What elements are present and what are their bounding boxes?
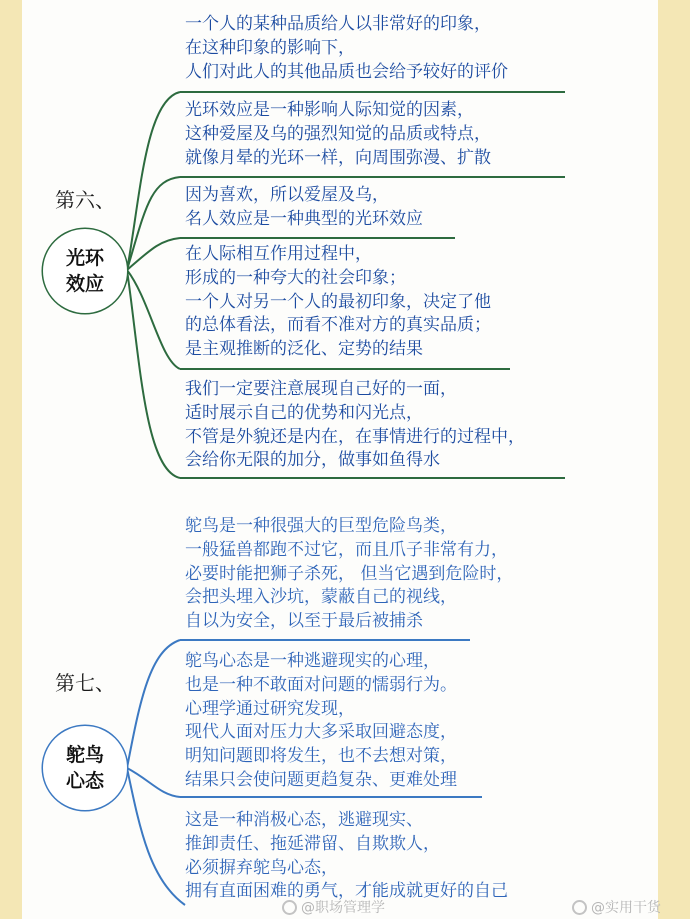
section7-block-2 xyxy=(185,650,457,793)
text-line: 这是一种消极心态，逃避现实、 xyxy=(185,810,423,830)
text-line: 因为喜欢，所以爱屋及乌， xyxy=(185,185,389,205)
text-line: 会把头埋入沙坑，蒙蔽自己的视线， xyxy=(185,587,457,608)
section6-title xyxy=(43,229,127,313)
section6-block-1 xyxy=(185,13,508,84)
text-line: 结果只会使问题更趋复杂、更难处理 xyxy=(185,769,457,790)
watermark-left xyxy=(282,897,385,917)
section6-number: 第六、 xyxy=(55,188,115,212)
section7-title xyxy=(43,726,127,810)
text-line: 心理学通过研究发现， xyxy=(185,698,355,719)
section6-block-3 xyxy=(185,184,423,232)
weibo-icon xyxy=(572,900,587,915)
section6-block-2 xyxy=(185,99,491,170)
section7-block-1 xyxy=(185,515,513,634)
text-line: 自以为安全，以至于最后被捕杀 xyxy=(185,611,423,632)
weibo-icon xyxy=(282,900,297,915)
section7-block-3 xyxy=(185,809,508,904)
text-line: 名人效应是一种典型的光环效应 xyxy=(185,208,423,229)
text-line: 人们对此人的其他品质也会给予较好的评价 xyxy=(185,61,508,82)
text-line: 一个人的某种品质给人以非常好的印象， xyxy=(185,14,491,34)
text-line: 这种爱屋及乌的强烈知觉的品质或特点， xyxy=(185,123,491,144)
text-line: 鸵鸟是一种很强大的巨型危险鸟类， xyxy=(185,516,457,536)
text-line: 一般猛兽都跑不过它，而且爪子非常有力， xyxy=(185,539,508,560)
section6-title-line2: 效应 xyxy=(65,273,104,295)
text-line: 鸵鸟心态是一种逃避现实的心理， xyxy=(185,651,440,671)
text-line: 拥有直面困难的勇气，才能成就更好的自己 xyxy=(185,881,508,902)
watermark-right xyxy=(572,897,661,917)
text-line: 就像月晕的光环一样，向周围弥漫、扩散 xyxy=(185,147,491,168)
text-line: 形成的一种夸大的社会印象； xyxy=(185,267,406,288)
text-line: 一个人对另一个人的最初印象，决定了他 xyxy=(185,291,491,312)
section6-block-5 xyxy=(185,378,525,473)
section6-title-line1: 光环 xyxy=(65,247,104,269)
text-line: 现代人面对压力大多采取回避态度， xyxy=(185,722,457,743)
section7-title-line1: 鸵鸟 xyxy=(65,744,104,766)
text-line: 我们一定要注意展现自己好的一面， xyxy=(185,379,457,399)
text-line: 在人际相互作用过程中， xyxy=(185,244,372,264)
text-line: 也是一种不敢面对问题的懦弱行为。 xyxy=(185,674,457,695)
text-line: 会给你无限的加分，做事如鱼得水 xyxy=(185,450,440,471)
text-line: 必要时能把狮子杀死， 但当它遇到危险时， xyxy=(185,563,514,584)
text-line: 适时展示自己的优势和闪光点， xyxy=(185,402,423,423)
watermark-right-text: @实用干货 xyxy=(591,900,661,916)
text-line: 推卸责任、拖延滞留、自欺欺人， xyxy=(185,833,440,854)
section7-title-line2: 心态 xyxy=(65,770,104,792)
text-line: 光环效应是一种影响人际知觉的因素， xyxy=(185,100,474,120)
section7-number: 第七、 xyxy=(55,671,115,695)
text-line: 明知问题即将发生，也不去想对策， xyxy=(185,746,457,767)
section6-block-4 xyxy=(185,243,491,362)
text-line: 是主观推断的泛化、定势的结果 xyxy=(185,339,423,360)
text-line: 的总体看法，而看不准对方的真实品质； xyxy=(185,315,491,336)
text-line: 必须摒弃鸵鸟心态， xyxy=(185,857,338,878)
watermark-left-text: @职场管理学 xyxy=(301,900,385,916)
text-line: 在这种印象的影响下， xyxy=(185,37,355,58)
text-line: 不管是外貌还是内在，在事情进行的过程中， xyxy=(185,426,525,447)
